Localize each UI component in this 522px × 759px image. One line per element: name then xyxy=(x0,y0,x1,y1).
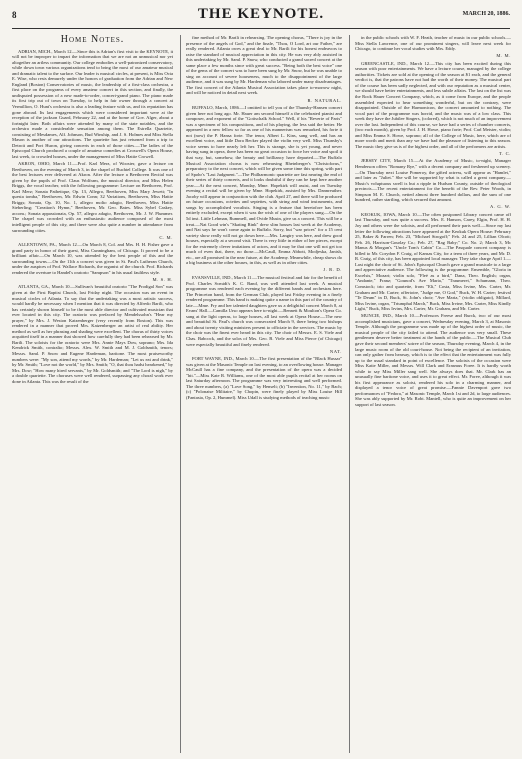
signature-atlanta: R. NATURAL. xyxy=(307,97,342,103)
section-heading: Home Notes. xyxy=(60,35,125,45)
news-item-fort-wayne: FORT WAYNE, IND., March 10.—The first presentation of the "Black Hussar" was given at the Masonic Temple on last evening, to an overflowing house. Manager McCaull has a fine company, and the presentation of the opera was a decided "hit."—Miss Kate R. Williams, one of the most able pupils recital at her rooms on last Saturday afternoon. The programme was very interesting and well performed. The three numbers, (a) "Love Song," by Henselt; (b) "Invention, No. 11," by Bach; (c) "Polonaise Militaire," by Chopin, were finely played by Miss Louise Hill (Fantasia, Op. 2, Hummel). Miss Udall is studying methods of teaching music xyxy=(186,356,342,400)
news-item-greencastle: GREENCASTLE, IND., March 12.—This city has been excited during this season with poor entertainments. We have a lecture course, managed by the college authorities. Tickets are sold at the opening of the season at $1 each, and the general verdict is, that the patrons have not had the worth of their money. The musical part of the course has been sadly neglected, and with our reputation as a musical center, we should have better entertainments, and less subtle affairs. The last on the list was the Rock Hauer Concert Company, which, as it come from Europe, and the people assembled expected to hear something wonderful, but on the contrary, were disappointed. Outside of the Harmonicon, the concert amounted to nothing. The vocal part of the programme was horrid, and the music was of a low class. This week they have the Jubilee Singers, (colored), which is not much of an improvement over the last. Independent of this course, we have had a series of chamber concerts, (two each month), given by Prof. J. H. Howe, piano forte; Prof. Carl Meister, violin; and Miss Emma S. Howe, soprano; all of the College of Music, here, which are of more worth and merit than any we have had the pleasure of listening to this season. The music they give us is of the highest order, and all of the performers are artists. xyxy=(355,60,511,149)
news-item-fort-wayne-cont: in the public schools with W. F. Heath, teacher of music in our public schools.—Miss Stella Lawrence, one of our prominent singers, will leave next week for Chicago, to continue her vocal studies with Mrs. Eddy. xyxy=(355,35,511,52)
signature-evansville: NAT. xyxy=(329,348,342,354)
column-3 xyxy=(349,35,511,753)
signature-jersey-city: A. G. W. xyxy=(489,204,511,210)
signature-allentown: M. S. H. xyxy=(152,276,173,282)
signature-akron: C. M. xyxy=(159,234,173,240)
signature-greencastle: T. C. xyxy=(499,150,511,156)
page-number: 8 xyxy=(12,10,17,20)
news-item-keokuk: KEOKUK, IOWA, March 10.—The often postponed Library concert came off last Thursday, and was quite a success. Mrs. E. Hanson, Carey, Elgin, Prof. H. H. Joy and others were the soloists, and all performed their parts well.—Since my last letter the following attractions have appeared at the Keokuk Opera House: February 25, Baker & Farren; Feb. 23, "Michael Strogoff;" Feb. 24 and 25, Lillian Olcott; Feb. 26, Harrison-Gourlay Co.; Feb. 27, "Rag Baby;" Co. No. 2; March 3, Mc Manus & Morgan's "Uncle Tom's Cabin" Co.—The Pasquale concert company is billed to Mr. Corydon F. Craig, of Kansas City, for a term of three years, and Mr. D. R. Craig, of this city, has been appointed local manager. They take charge April 1.—Last night the choir of St. John's Episcopal Church gave a grand musicale to a large and appreciative audience. The following is the programme: Ensemble, "Gloria in Excelsis," Mozart; violin solo, "Fleë as a bird," Dana, Theo. English; organ, "Andante," Franz; "Gounod's Ave Maria," "Traumerei," Schumann, Theo. Comstock; trio and quartette, from "Eli," Costa, Miss Irvine, Mrs. Carter, Mr. Graham and Mr. Carter; offertoire, "Judge me, O God," Buck, W. H. Carter; festival "Te Deum" in D, Buck, St. John's choir; "Ave Maria," (violin obligato), Millard, Miss Irvine, organ, "Triumphal March," Buck, Miss Irvine, Mrs. Carter, Miss Kindly Light," Buck, Miss Irvins, Mrs. Carter, Mr. Graham, and Mr. Carter. xyxy=(355,211,511,312)
issue-date: MARCH 20, 1886. xyxy=(462,11,510,17)
news-item-jersey-city: JERSEY CITY, March 15.—At the Academy of Music, to-night, Manager Henderson offers "Romany Rye," with a decent company and freshened up scenery.—On Thursday next Louise Pomeroy, the gifted actress, will appear as "Hamlet," and later as "Juliet." She will be supported by what is called a great company.—Music's voluptuous swell is but a ripple in Hudson County, outside of theological precincts.—The recent entertainment for the benefit of the Rev. Peter Woods, in Simpson M. E. Church, netted almost three hundred dollars, and the sum of one hundred, rather startling, which secured that amount. xyxy=(355,158,511,203)
news-item-akron: AKRON, OHIO, March 11.—Prof. Karl Merz, of Wooster, gave a lecture on Beethoven, on the evening of March 3, in the chapel of Buchtel College. It was one of the best lectures ever delivered at Akron. After the lecture a Beethoven Recital was given by the pupils of Prof. Claus Wolfram, the musical director, and Miss Helen Briggs, the vocal teacher, with the following programme: Lecture on Beethoven, Prof. Karl Merz; Sonata Pathetique, Op. 13, Allegro, Beethoven, Miss Mary Jewett; "In questa tomba," Beethoven, Mr. Edwin Conn; 32 Variations, Beethoven, Miss Hattie Briggs; Sonata, Op. 10, No. 1, allegro molto adagio, Beethoven, Miss Hattie Sieberling; "Creation's Hymn," Beethoven, Mr. Geo. Bates. Miss Sybel Caskey, accom.; Sonata appassionata, Op. 57, allegro adagio, Beethoven, Mr. J. W. Plummer. The chapel was crowded with an enthusiastic audience composed of the most intelligent people of this city, and there were also quite a number in attendance from surrounding cities. xyxy=(12,160,173,233)
news-item-atlanta: ATLANTA, GA., March 10.—Sullivan's beautiful oratorio "The Prodigal Son" was given at the First Baptist Church, last Friday night. The occasion was an event in musical circles of Atlanta. To say that the undertaking was a most artistic success, would hardly be necessary when I mention that it was directed by Alfredo Barili, who has certainly shown himself to be the most able director and cultivated musician that ever located in this city. The oratorio was prefaced by Mendelssohn's "Hear my prayer," by Mrs. J. Weston Katzenberger (very recently from Boston). This was rendered in a manner that proved Mrs. Katzenberger an artist of real ability. Her method as well as her phrasing and shading were excellent. The chorus of thirty voices acquitted itself in a manner that showed how carefully they had been rehearsed by Mr. Barili. The soloists for the oratorio were Mrs. Annie Mays Dow, soprano; Mrs. Ida Kendrick Smith, contralto; Messrs. Alex. W. Smith and M. J. Goldsmith, tenors; Messrs. Saml. P. Snow and Eugene Hardeman, baritone. The most praiseworthy numbers were: "My son, attend my words," by Mr. Hardeman; "Let us eat and drink," by Mr. Smith; "Love not the world," by Mrs. Smith; "O, that thou hadst hearkened," by Mrs. Dow; "How many hired servants," by Mr. Goldsmith; and "The Lord is nigh," by a double quartette. The choruses were well rendered, surpassing any choral work ever done in Atlanta. This was the result of the xyxy=(12,284,173,384)
news-item-atlanta-cont: fine method of Mr. Barili in rehearsing. The opening chorus, "There is joy in the presence of the angels of God," and the finale, "Thou, O Lord, art our Father," are really rendered. Atlanta owes a great deal to Mr. Barili for his honest endeavors to raise the standard of musical appreciation in this city. He was very ably assisted in this undertaking by Mr. Saml. P. Snow, who conducted a grand sacred concert at the same place a few months since with great success. "Being both the best voice" one of the gems of the concert was to have been sung by Mr. Snow, but he was unable to sing on account of severe hoarseness, much to the disappointment of the large audience, and it was sung by Mr. Hardeman who labored under many disadvantages. The first concert of the Atlanta Musical Association takes place to-morrow night, and will be noticed in detail next week. xyxy=(186,35,342,96)
news-item-adrian: ADRIAN, MICH., March 12.—Since this is Adrian's first visit to the KEYNOTE, it will not be improper to impart the information that we are not an unmusical nor yet altogether an artless community. Our college embodies a well-patronized conservatory, while down town various organizations tend to bring the most of our amateur musical and dramatic talent to the surface. Our leader is musical circles, at present, is Miss Octa E. Wise, who rests demurely under the honors of graduation from the Adrian and New England (Boston) Conservatories of music, the leadership of a first-class orchestra, a first place on the programs of every amateur concert in this section, and finally, the undisputed possession of a new made-to-order, concert-grand piano. The piano made its first trip out of town on Tuesday, to help in fair owner through a concert at Vermillion, O. Hunt's orchestra is also a leading feature with us, and its reputation has gone abroad. Its last engagements which were considered important were at the reception of the jackson Guard, February 22, and at the home of Gov. Alger, about a fortnight later. Both affairs were attended by many of the state notables, and the orchestra made a considerable sensation among them. The Estrella Quartette, consisting of Mesdames, Alf. Johnson, Bud Winship, and J. S. Holmes and Miss Stella Mason is another of our attractions. The quartette has just returned from a trip to Detroit and Port Huron, giving concerts in each of those cities.—The ladies of the Episcopal Church produced a couple of amateur comedies at Croswell's Opera House, last week, to crowded houses, under the management of Miss Hattie Crowell. xyxy=(12,48,173,159)
masthead xyxy=(12,6,510,29)
news-item-evansville: EVANSVILLE, IND., March 11.—The musical festival and fair for the benefit of Prof. Charles Scmidt's K. C. Band, was well attended last week. A musical programme was rendered each evening by the different bands and orchestras here. The Princeton band, from the German Club, played last Friday evening in a finely rendered programme. This band is making quite a name in this part of the country of late.—Mme. Fry and her talented daughters gave us a delightful concert March 8, at Evans' Hall.—Camilla Urso appears here to-night.—Bennett & Moulton's Opera Co. sang at the light operas, to large houses, all last week at Opera House.—The new and beautiful St. Paul's church was consecrated March 9, there being two bishops and about twenty visiting ministers present to officiate in the services. The music by the choir was the finest ever heard in this city. The choir of Messrs. E. S. Viele and Chas. Babcock, and the solos of Mrs. Geo. B. Viele and Miss Pierce (of Chicago) were especially beautiful and finely rendered. xyxy=(186,274,342,347)
column-1 xyxy=(12,35,173,753)
news-item-allentown: ALLENTOWN, PA., March 12.—On March 8, Col. and Mrs. H. H. Fisher gave a grand party in honor of their guest, Miss Cunningham, of Chicago. It proved to be a brilliant affair.—On March 10, was attended by the best people of this and the surrounding towns.—On the 11th a concert was given in St. Paul's Lutheran Church, under the auspices of Prof. Wallace Richards, the organist of the church. Prof. Richards rendered the overture to Handel's oratorio "Sampson" in his usual faultless style. xyxy=(12,242,173,275)
signature-fort-wayne: M. M. xyxy=(496,53,511,59)
news-item-buffalo: BUFFALO, March, 1886.—I omitted to tell you of the Thunsby-Hansen concert given here not long ago. Mr. Hauer am second himself a the celebrated pianist and composer, and exponent of the "Gottschalk School." Well, if his "Reverie of Paris" was a specimen of his compositions, and of his playing, the less said the better. He appeared in a new fellow so far as one of his mannerism was remarked, his forte it not (now) the P. Hansa forte. The tenor, Albert L. Kins, sang well, and has an excellent voice, and little Dora Becker played the violin very well. Miss Thunsby's voice seems to have nearly left her. This is strange, she is yet young, and never having sung in opera, there has been no great occasion to force her voice and spoil it that way, but, somehow, the beauty and brilliancy have departed.—The Buffalo Musical Association chorus is now rehearsing Rheinberger's "Christoforus," preparatory to the next concert, which will be given some time this spring, with part of Spohr's "Last Judgment."—The Philharmonic quartette are fast nearing the end of their series of thirty concerts, and it looks doubtful if they can be kept here another year.—At the next concert, Monday, Mme. Hopekirk will assist, and on Tuesday evening a recital will be given by Mme. Hopekirk, assisted by Mrs. Dannreuther. Jacoby will appear in conjunction with the club. April 27, and there will be produced on future occasions, octettes and septettes, with string and wind instruments, and songs by accomplished vocalists. Singing is a feature that heretofore has been entirely excluded, except when it was the wish of one of the players sung.—On the 5d inst. Little Lehman, Rummell, and Ovide Musin, give us a concert. This will be a treat.—Nat Good win's "Skating Rink" drew slim houses last week at the Academy, and Nat says he won't come again to Buffalo. Sorry, but "war prices" for a 15 cent variety show really will not go down here.—Mrs. Langtry was here, and drew good houses, especially at a second visit. There is very little in either of her pieces, except for the extremely clever imitations of actors, and it may be that one will not get too much of even that, there, no those.—McCaull, Emma Abbott, Modjeska, Janish, etc., are all promised in the near future, at the Academy. Meanwhile, cheap shows do a big business at the other houses, in this, as well as in other cities. xyxy=(186,105,342,266)
signature-buffalo: J. R. D. xyxy=(323,267,342,273)
news-item-muncie: MUNCIE, IND., March 10.—Professors Freese and Burck, two of our most accomplished musicians, gave a concert, Wednesday evening, March 3, at Masonic Temple. Although the programme was made up of the highest order of music, the musical people of the city failed to attend. The audience was very small. These gentlemen deserve better treatment at the hands of the public.—The Musical Club gave their second members' soiree of the season, Thursday evening, March 4, in the large music room of the old court-house. Not being the recipient of an invitation, can only gather from hearsay, which is to the effect that the entertainment was fully up to the usual standard in point of excellence. The soloists of the occasion were Miss Katie Miller, and Messrs. Will Clark and Erasmus Foree. It is hardly worth while to say Miss Miller sang well. She always does that. Mr. Clark has an unusually fine baritone voice, and uses it to great effect. Mr. Foree, although it was his first appearance as soloist, rendered his solo in a charming manner, and displayed a tenor voice of great promise.—Fannie Davenport gave two performances of "Fedora," at Masonic Temple, March 1st and 2d, to large audiences. She was ably supported by Mr. Robt. Mantell, who is quite an improvement on her support of last season. xyxy=(355,313,511,407)
article-columns xyxy=(12,35,510,753)
column-2 xyxy=(180,35,342,753)
publication-title: THE KEYNOTE. xyxy=(197,6,325,22)
